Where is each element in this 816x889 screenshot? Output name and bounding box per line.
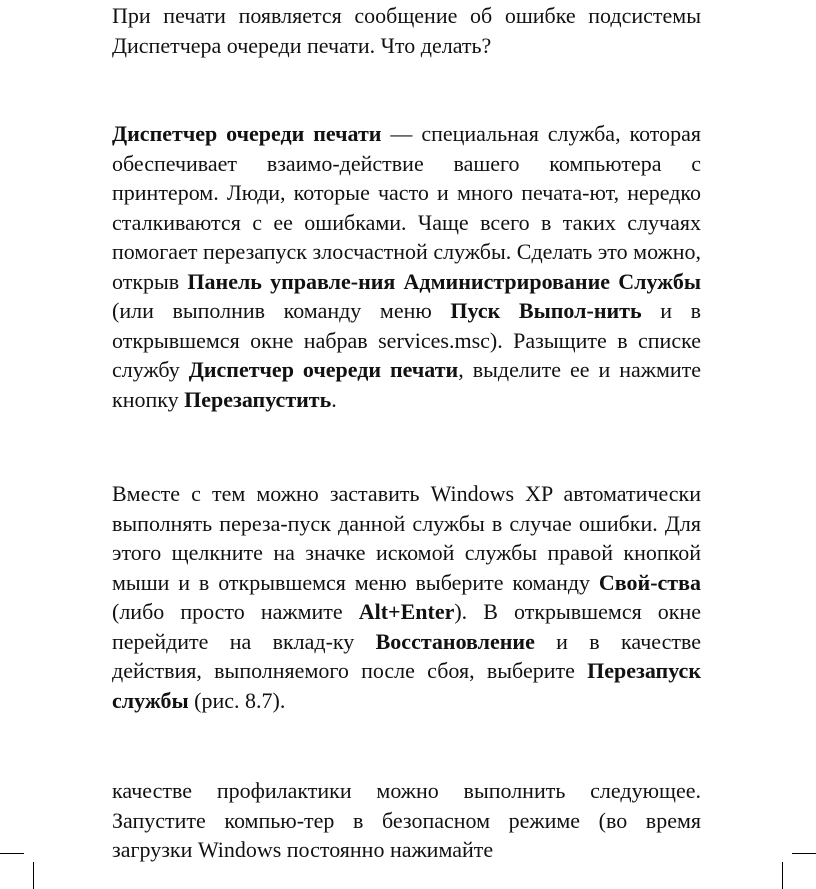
paragraph-text: качестве профилактики можно выполнить следующее. Запустите компью-тер в безопасном режиме (во время загрузки Windows постоянно нажимайте [112,778,701,862]
crop-mark-right-horizontal [792,853,816,854]
paragraph-text: и в открывшемся окне набрав services.msc). Разыщите в списке службу [112,298,701,382]
shortcut-alt-enter: Alt+Enter [358,599,455,624]
paragraph-text: Вместе с тем можно заставить Windows XP автоматически выполнять переза-пуск данной службы в случае ошибки. Для этого щелкните на значке искомой службы правой кнопкой мыши и в открывшемся меню выберите команду [112,481,701,595]
path-control-panel-services: Панель управле-ния Администрирование Службы [187,268,702,294]
question-heading [112,1,701,60]
action-restart-service: Перезапуск службы [112,658,701,713]
paragraph-text: (рис. 8.7). [188,687,286,713]
question-heading-text: При печати появляется сообщение об ошибке подсистемы Диспетчера очереди печати. Что делать? [112,3,701,58]
tab-name-recovery: Восстановление [375,628,535,654]
service-name-print-spooler: Диспетчер очереди печати [188,357,459,382]
paragraph-text: . [331,386,337,412]
paragraph-text: (либо просто нажмите [112,599,359,624]
term-print-spooler: Диспетчер очереди печати [112,121,382,146]
paragraph-text: и в качестве действия, выполняемого после сбоя, выберите [112,628,701,683]
button-name-restart: Перезапустить [184,386,332,412]
command-properties: Свой-ства [598,569,701,595]
paragraph-prevention [112,776,701,865]
crop-mark-left-horizontal [0,853,24,854]
crop-mark-left-vertical [33,862,34,889]
paragraph-text: (или выполнив команду меню [112,298,451,323]
crop-mark-right-vertical [782,862,783,889]
paragraph-auto-restart [112,479,701,715]
paragraph-text: — специальная служба, которая обеспечивает взаимо-действие вашего компьютера с принтером. Люди, которые часто и много печата-ют, нередко сталкиваются с ее ошибками. Чаще всего в таких случаях помогает перезапуск злосчастной службы. Сделать это можно, открыв [112,121,702,294]
paragraph-print-spooler [112,119,701,414]
paragraph-text: , выделите ее и нажмите кнопку [112,357,702,412]
menu-start-run: Пуск Выпол-нить [450,298,642,323]
paragraph-text: ). В открывшемся окне перейдите на вклад-ку [112,599,701,654]
